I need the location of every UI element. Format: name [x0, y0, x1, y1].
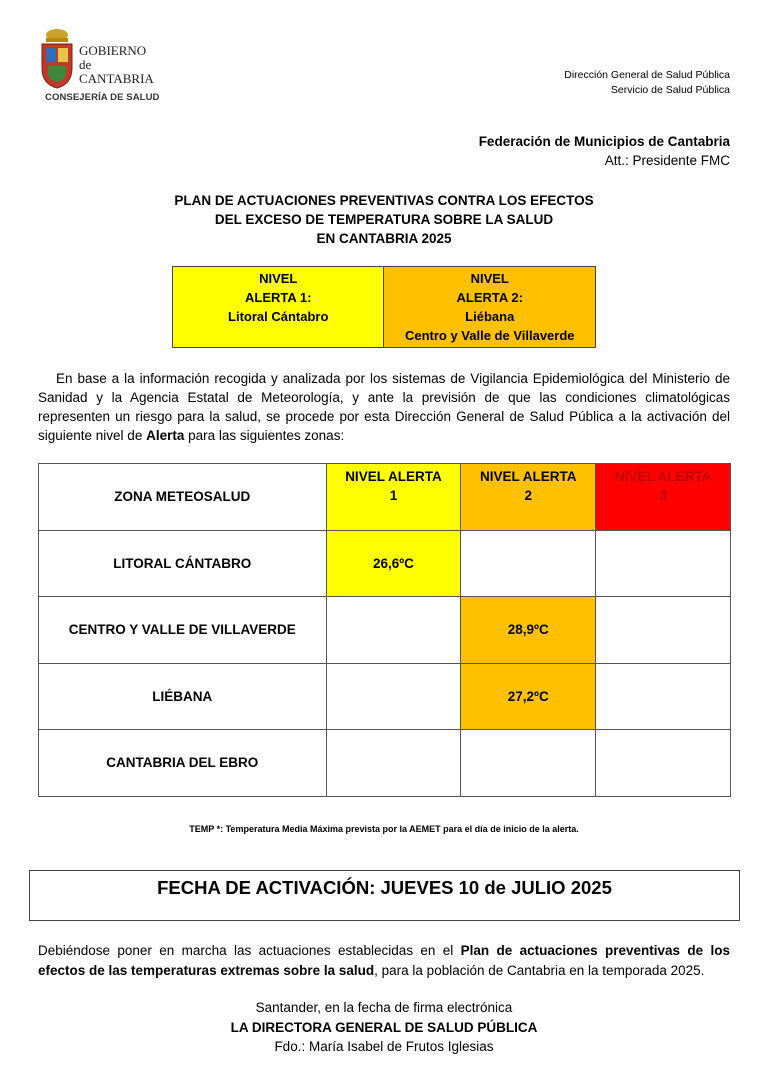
level-3-header: [596, 464, 731, 531]
table-row: [39, 730, 731, 797]
alert-levels-summary: [172, 266, 596, 348]
title-line-2: DEL EXCESO DE TEMPERATURA SOBRE LA SALUD: [214, 212, 554, 227]
closing-text-after: , para la población de Cantabria en la temporada 2025.: [374, 963, 705, 978]
zones-alert-table: [38, 463, 731, 797]
zone-header: ZONA METEOSALUD: [39, 464, 327, 531]
service-name: Servicio de Salud Pública: [610, 83, 730, 96]
alert-1-zone: Litoral Cántabro: [228, 309, 329, 324]
signature-block: [0, 998, 768, 1057]
level-1-value: 26,6ºC: [326, 530, 461, 597]
intro-bold: Alerta: [146, 428, 185, 443]
closing-text-before: Debiéndose poner en marcha las actuaciones establecidas en el: [38, 943, 461, 958]
logo-subtitle: CONSEJERÍA DE SALUD: [45, 92, 160, 103]
intro-paragraph: [38, 369, 730, 445]
alert-1-label: NIVEL: [259, 271, 298, 286]
logo-text: [79, 44, 154, 86]
level-3-header-line2: 3: [659, 488, 667, 503]
signatory-name: Fdo.: María Isabel de Frutos Iglesias: [274, 1039, 494, 1054]
level-2-value: [461, 730, 596, 797]
level-3-value: [596, 730, 731, 797]
level-2-value: 28,9ºC: [461, 597, 596, 664]
level-2-header-line1: NIVEL ALERTA: [480, 469, 577, 484]
level-3-value: [596, 597, 731, 664]
alert-2-label: NIVEL: [470, 271, 509, 286]
level-2-header-line2: 2: [524, 488, 533, 503]
table-header-row: [39, 464, 731, 531]
logo-line-1: GOBIERNO: [79, 43, 147, 58]
table-row: [39, 597, 731, 664]
level-1-header-line2: 1: [389, 488, 398, 503]
signatory-role: LA DIRECTORA GENERAL DE SALUD PÚBLICA: [230, 1019, 538, 1035]
signature-place-date: Santander, en la fecha de firma electrónica: [255, 1000, 513, 1015]
issuing-department: [564, 68, 730, 97]
level-1-value: [326, 663, 461, 730]
level-2-value: 27,2ºC: [461, 663, 596, 730]
zone-name: LITORAL CÁNTABRO: [39, 530, 327, 597]
title-line-1: PLAN DE ACTUACIONES PREVENTIVAS CONTRA LOS EFECTOS: [174, 193, 594, 208]
alert-2-zone-2: Centro y Valle de Villaverde: [404, 328, 575, 343]
level-3-header-line1: NIVEL ALERTA: [614, 469, 712, 484]
zone-name: LIÉBANA: [39, 663, 327, 730]
level-1-header: [326, 464, 461, 531]
table-row: [39, 663, 731, 730]
level-1-value: [326, 730, 461, 797]
alert-1-level: ALERTA 1:: [245, 290, 312, 305]
logo-line-3: CANTABRIA: [79, 71, 154, 86]
department-name: Dirección General de Salud Pública: [564, 69, 730, 81]
title-line-3: EN CANTABRIA 2025: [316, 231, 452, 246]
recipient-organization: Federación de Municipios de Cantabria: [478, 134, 730, 149]
alert-2-zone-1: Liébana: [465, 309, 515, 324]
zone-name: CENTRO Y VALLE DE VILLAVERDE: [39, 597, 327, 664]
zone-name: CANTABRIA DEL EBRO: [39, 730, 327, 797]
level-1-header-line1: NIVEL ALERTA: [345, 469, 442, 484]
level-3-value: [596, 530, 731, 597]
intro-text-before: En base a la información recogida y analizada por los sistemas de Vigilancia Epidemiológica del Ministerio de Sanidad y la Agencia Estatal de Meteorología, y ante la previsión de que las condiciones climatológicas representen un riesgo para la salud, se procede por esta Dirección General de Salud Pública a la activación del siguiente nivel de: [38, 371, 730, 443]
alert-2-level: ALERTA 2:: [456, 290, 523, 305]
coat-of-arms-icon: [38, 28, 76, 90]
recipient-block: [479, 133, 730, 170]
closing-paragraph: [38, 941, 730, 981]
level-2-value: [461, 530, 596, 597]
logo-line-2: de: [79, 57, 92, 72]
closing-bold: Plan de actuaciones preventivas de los efectos de las temperaturas extremas sobre la salud: [38, 943, 731, 978]
table-row: [39, 530, 731, 597]
intro-text-after: para las siguientes zonas:: [184, 428, 345, 443]
government-logo: [38, 28, 173, 108]
temperature-footnote: TEMP *: Temperatura Media Máxima prevista por la AEMET para el día de inicio de la alerta.: [189, 824, 579, 834]
level-1-value: [326, 597, 461, 664]
alert-level-2-cell: [384, 267, 596, 348]
recipient-attention: Att.: Presidente FMC: [604, 152, 730, 168]
document-title: [0, 191, 768, 248]
level-2-header: [461, 464, 596, 531]
activation-date-box: FECHA DE ACTIVACIÓN: JUEVES 10 de JULIO 2025: [29, 870, 740, 921]
alert-level-1-cell: [173, 267, 384, 348]
level-3-value: [596, 663, 731, 730]
